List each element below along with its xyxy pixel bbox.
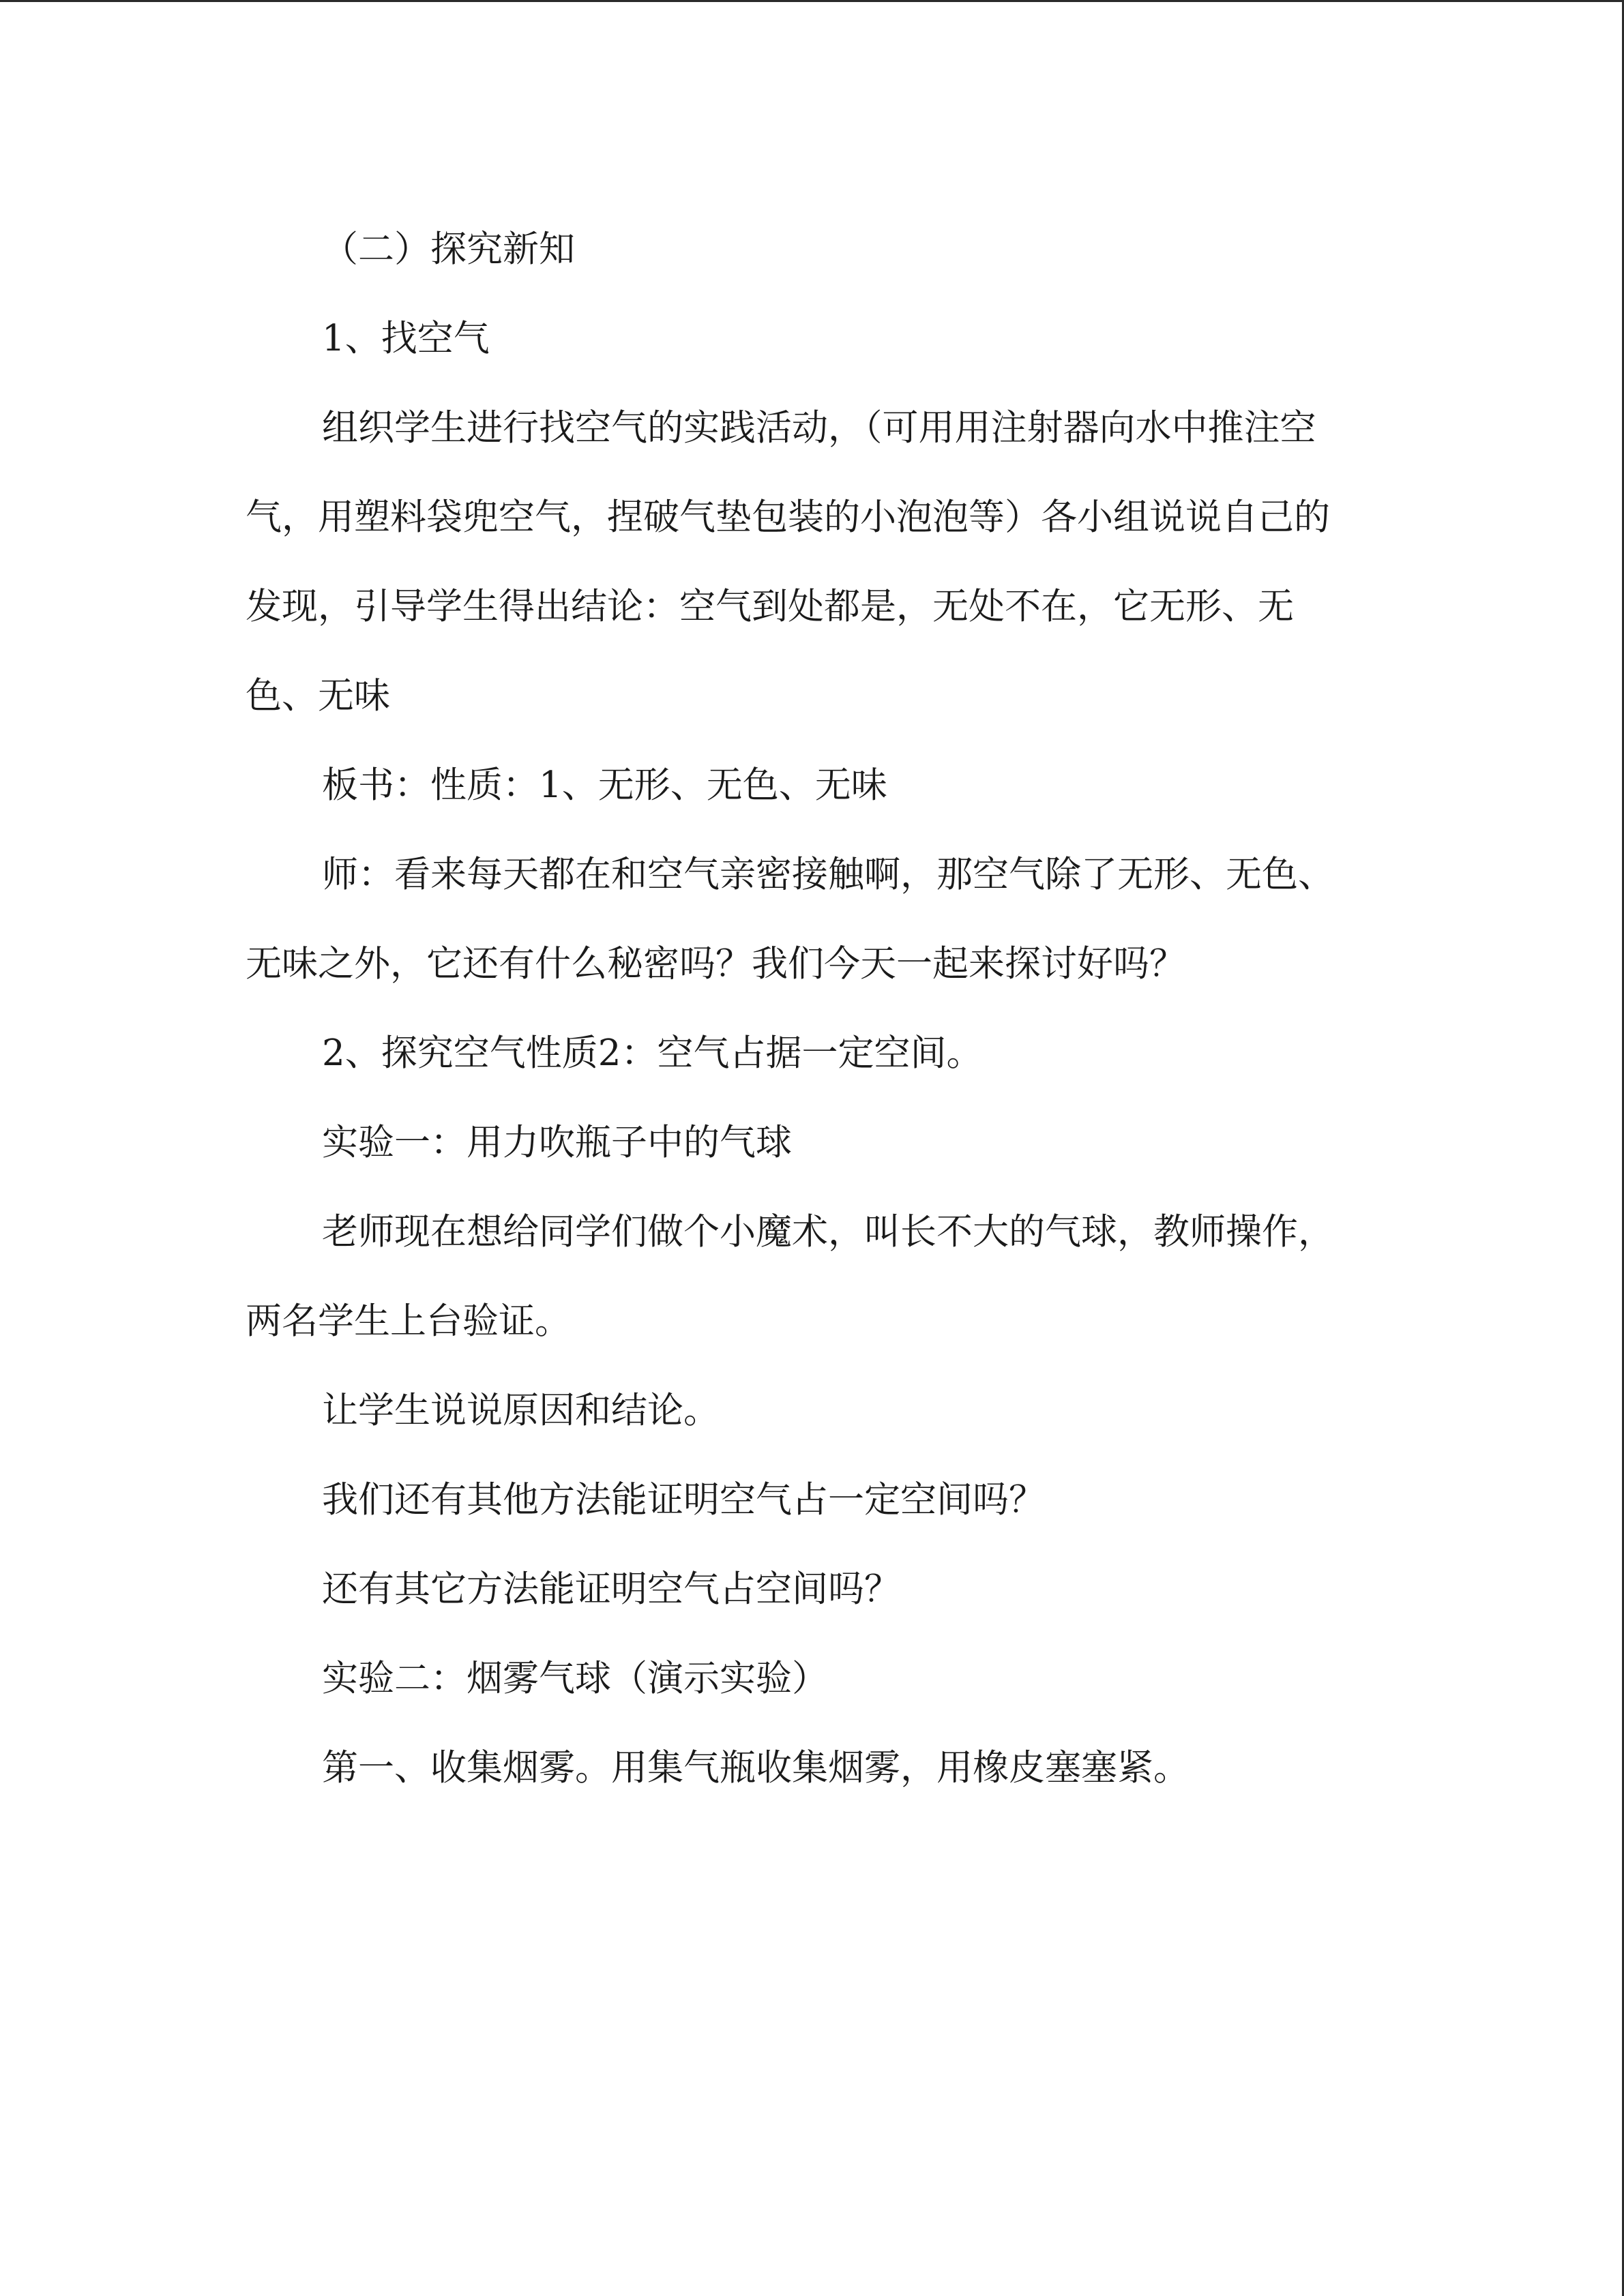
- paragraph-magic: 老师现在想给同学们做个小魔术，叫长不大的气球，教师操作，两名学生上台验证。: [246, 1211, 1334, 1342]
- paragraph-activity: 组织学生进行找空气的实践活动，（可用用注射器向水中推注空气，用塑料袋兜空气，捏破气垫包装的小泡泡等）各小组说说自己的发现，引导学生得出结论：空气到处都是，无处不在，它无形、无色、无味: [246, 407, 1330, 717]
- subheading-find-air: 1、找空气: [322, 318, 490, 359]
- experiment-two-title: 实验二：烟雾气球（演示实验）: [322, 1658, 828, 1699]
- document-body: [246, 205, 1364, 1813]
- section-heading: （二）探究新知: [322, 228, 575, 270]
- experiment-one-title: 实验一：用力吹瓶子中的气球: [322, 1122, 792, 1163]
- paragraph-teacher: 师：看来每天都在和空气亲密接触啊，那空气除了无形、无色、无味之外，它还有什么秘密吗？我们今天一起来探讨好吗？: [246, 854, 1334, 985]
- paragraph-question-1: 我们还有其他方法能证明空气占一定空间吗？: [322, 1479, 1045, 1521]
- paragraph-blackboard: 板书：性质：1、无形、无色、无味: [322, 764, 887, 806]
- paragraph-step-one: 第一、收集烟雾。用集气瓶收集烟雾，用橡皮塞塞紧。: [322, 1747, 1190, 1789]
- paragraph-reason: 让学生说说原因和结论。: [322, 1390, 720, 1431]
- subheading-property-2: 2、探究空气性质2：空气占据一定空间。: [322, 1032, 983, 1074]
- paragraph-question-2: 还有其它方法能证明空气占空间吗？: [322, 1568, 900, 1610]
- page-top-border: [0, 0, 1624, 2]
